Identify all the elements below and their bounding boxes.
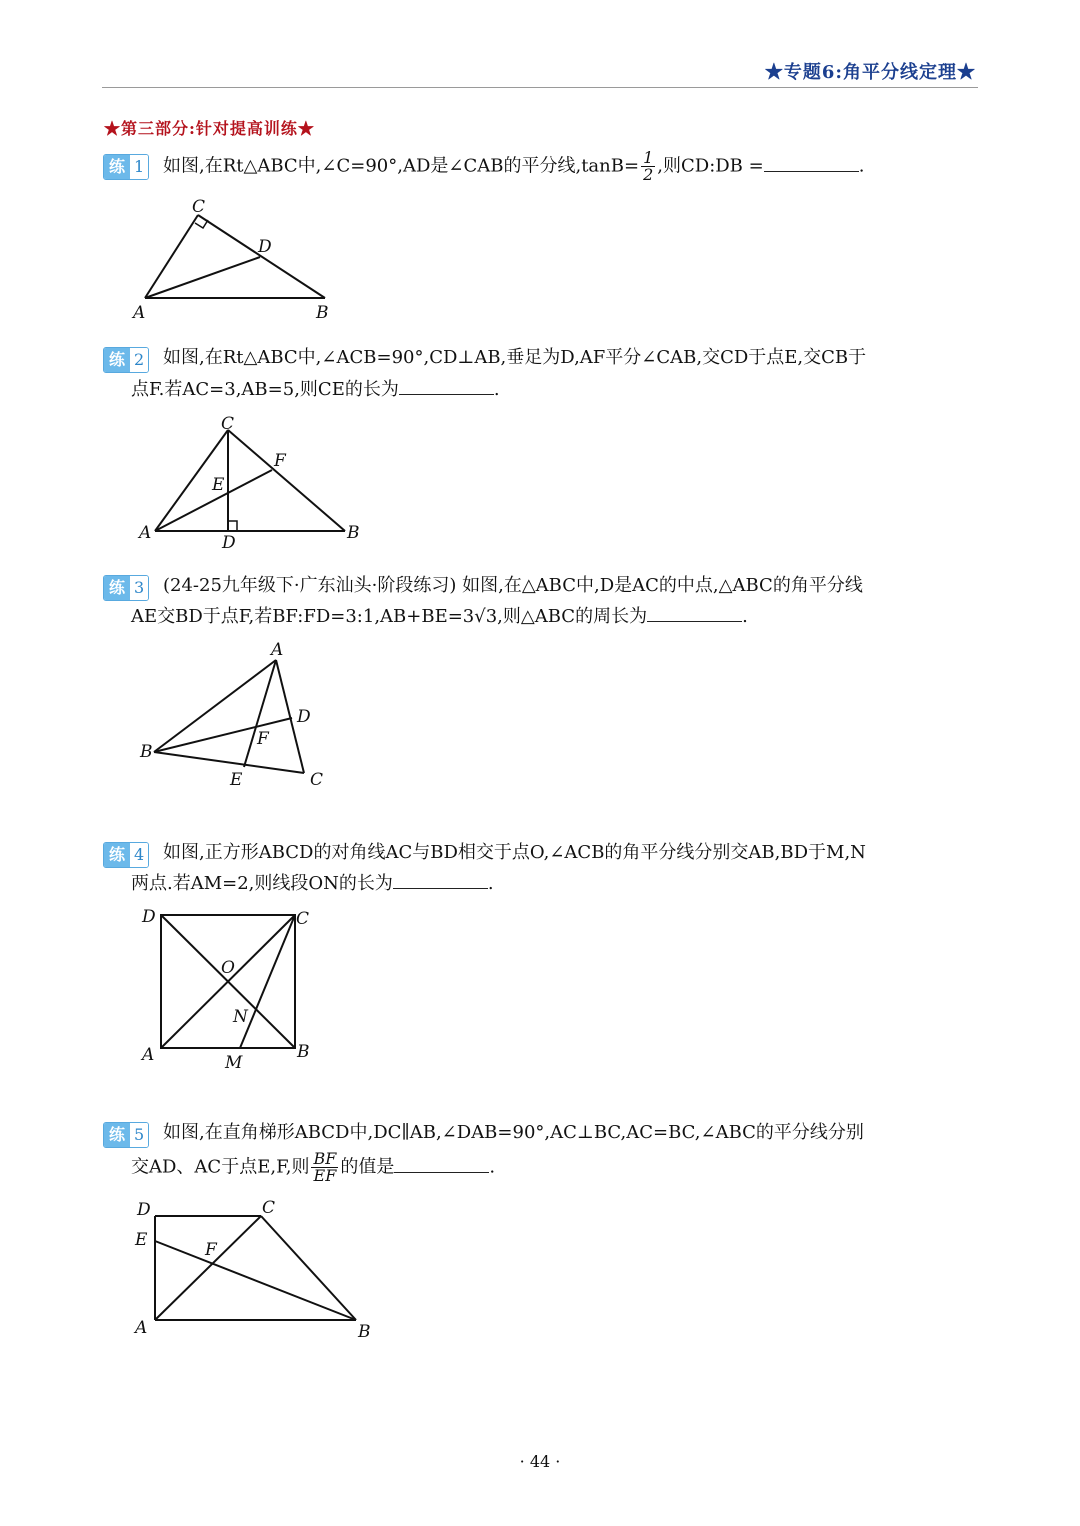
fig5-side-cb — [261, 1216, 356, 1320]
question-3-line-1: (24-25九年级下·广东汕头·阶段练习) 如图,在△ABC中,D是AC的中点,△ABC的角平分线 — [163, 575, 863, 596]
figure-5 — [128, 1195, 388, 1345]
question-2-line-2 — [131, 374, 500, 405]
question-5-line-1: 如图,在直角梯形ABCD中,DC∥AB,∠DAB=90°,AC⊥BC,AC=BC,∠ABC的平分线分别 — [163, 1122, 864, 1143]
q1-end: . — [858, 155, 865, 177]
badge-number: 1 — [130, 155, 148, 179]
q5-end: . — [489, 1156, 496, 1178]
q3-end: . — [742, 606, 748, 627]
fig5-label-a: A — [135, 1318, 148, 1338]
fig1-side-ac — [145, 215, 198, 298]
fig3-label-d: D — [297, 707, 311, 727]
fig5-label-d: D — [137, 1200, 151, 1220]
exercise-badge-1 — [103, 154, 149, 180]
fig3-bisector-ae — [244, 660, 276, 767]
header-title: ★专题6:角平分线定理★ — [764, 62, 976, 83]
fig4-bisector-cm — [240, 915, 295, 1048]
badge-label: 练 — [104, 576, 130, 600]
q5-answer-blank[interactable] — [394, 1152, 489, 1173]
fig5-label-b: B — [358, 1322, 371, 1342]
q5-fraction — [311, 1151, 338, 1184]
q5-frac-num: BF — [313, 1149, 337, 1168]
exercise-badge-3 — [103, 575, 149, 601]
fig1-label-d: D — [258, 237, 272, 257]
page-header — [102, 56, 978, 88]
q5-line-2a: 交AD、AC于点E,F,则 — [131, 1156, 310, 1178]
figure-1 — [128, 192, 348, 327]
exercise-badge-2 — [103, 347, 149, 373]
fig4-label-n: N — [233, 1007, 248, 1027]
q1-text-a: 如图,在Rt△ABC中,∠C=90°,AD是∠CAB的平分线,tanB= — [163, 155, 640, 177]
question-3-line-2 — [131, 601, 748, 632]
question-4-line-2 — [131, 868, 494, 899]
fig3-label-b: B — [140, 742, 153, 762]
fig2-label-d: D — [222, 533, 236, 553]
q4-end: . — [487, 873, 494, 894]
fig1-label-a: A — [133, 303, 146, 323]
fig4-label-o: O — [221, 958, 235, 978]
fig5-label-f: F — [205, 1240, 217, 1260]
badge-number: 4 — [130, 843, 148, 867]
fig2-label-f: F — [274, 451, 286, 471]
fig4-label-b: B — [297, 1042, 310, 1062]
q4-answer-blank[interactable] — [393, 868, 488, 889]
fig5-label-e: E — [135, 1230, 148, 1250]
figure-3 — [130, 638, 340, 798]
q2-line-2-text: 点F.若AC=3,AB=5,则CE的长为 — [131, 379, 399, 400]
page-number: · 44 · — [519, 1452, 561, 1471]
fig4-label-a: A — [142, 1045, 155, 1065]
section-title: ★第三部分:针对提高训练★ — [104, 119, 315, 138]
fig5-bisector-be — [155, 1241, 356, 1320]
fig1-label-c: C — [192, 197, 206, 217]
fig3-side-bc — [154, 752, 304, 773]
fig3-median-bd — [154, 718, 292, 752]
fig4-label-d: D — [142, 907, 156, 927]
fig1-label-b: B — [316, 303, 329, 323]
badge-label: 练 — [104, 843, 130, 867]
question-4-line-1: 如图,正方形ABCD的对角线AC与BD相交于点O,∠ACB的角平分线分别交AB,BD于M,N — [163, 842, 866, 863]
q1-frac-den: 2 — [643, 165, 654, 184]
q5-line-2b: 的值是 — [340, 1156, 395, 1178]
q2-end: . — [493, 379, 500, 400]
question-1-text — [163, 150, 864, 183]
fig5-label-c: C — [262, 1198, 276, 1218]
q1-text-b: ,则CD:DB = — [657, 155, 764, 177]
q2-answer-blank[interactable] — [399, 374, 494, 395]
fig2-label-e: E — [212, 475, 225, 495]
exercise-badge-5 — [103, 1122, 149, 1148]
q3-line-2-text: AE交BD于点F,若BF:FD=3:1,AB+BE=3√3,则△ABC的周长为 — [131, 606, 648, 627]
q1-frac-num: 1 — [643, 148, 654, 167]
fig2-label-b: B — [347, 523, 360, 543]
fig2-label-c: C — [221, 414, 235, 434]
fig1-bisector-ad — [145, 257, 260, 298]
fig3-label-c: C — [310, 770, 324, 790]
question-2-line-1: 如图,在Rt△ABC中,∠ACB=90°,CD⊥AB,垂足为D,AF平分∠CAB,交CD于点E,交CB于 — [163, 347, 867, 368]
fig3-label-a: A — [271, 640, 284, 660]
badge-label: 练 — [104, 155, 130, 179]
figure-2 — [130, 410, 370, 555]
badge-number: 3 — [130, 576, 148, 600]
fig3-label-e: E — [230, 770, 243, 790]
q5-frac-den: EF — [313, 1166, 337, 1185]
badge-number: 5 — [130, 1123, 148, 1147]
fig5-diagonal-ac — [155, 1216, 261, 1320]
question-5-line-2 — [131, 1151, 495, 1184]
exercise-badge-4 — [103, 842, 149, 868]
fig4-label-m: M — [225, 1053, 243, 1073]
badge-label: 练 — [104, 348, 130, 372]
fig2-side-cb — [228, 430, 345, 531]
q4-line-2-text: 两点.若AM=2,则线段ON的长为 — [131, 873, 393, 894]
badge-number: 2 — [130, 348, 148, 372]
figure-4 — [130, 900, 330, 1080]
q3-answer-blank[interactable] — [647, 601, 742, 622]
fig4-label-c: C — [296, 909, 310, 929]
q1-answer-blank[interactable] — [764, 151, 859, 172]
fig2-label-a: A — [139, 523, 152, 543]
badge-label: 练 — [104, 1123, 130, 1147]
q1-fraction — [641, 150, 655, 183]
fig3-label-f: F — [257, 729, 269, 749]
fig2-right-angle-mark — [228, 521, 237, 531]
